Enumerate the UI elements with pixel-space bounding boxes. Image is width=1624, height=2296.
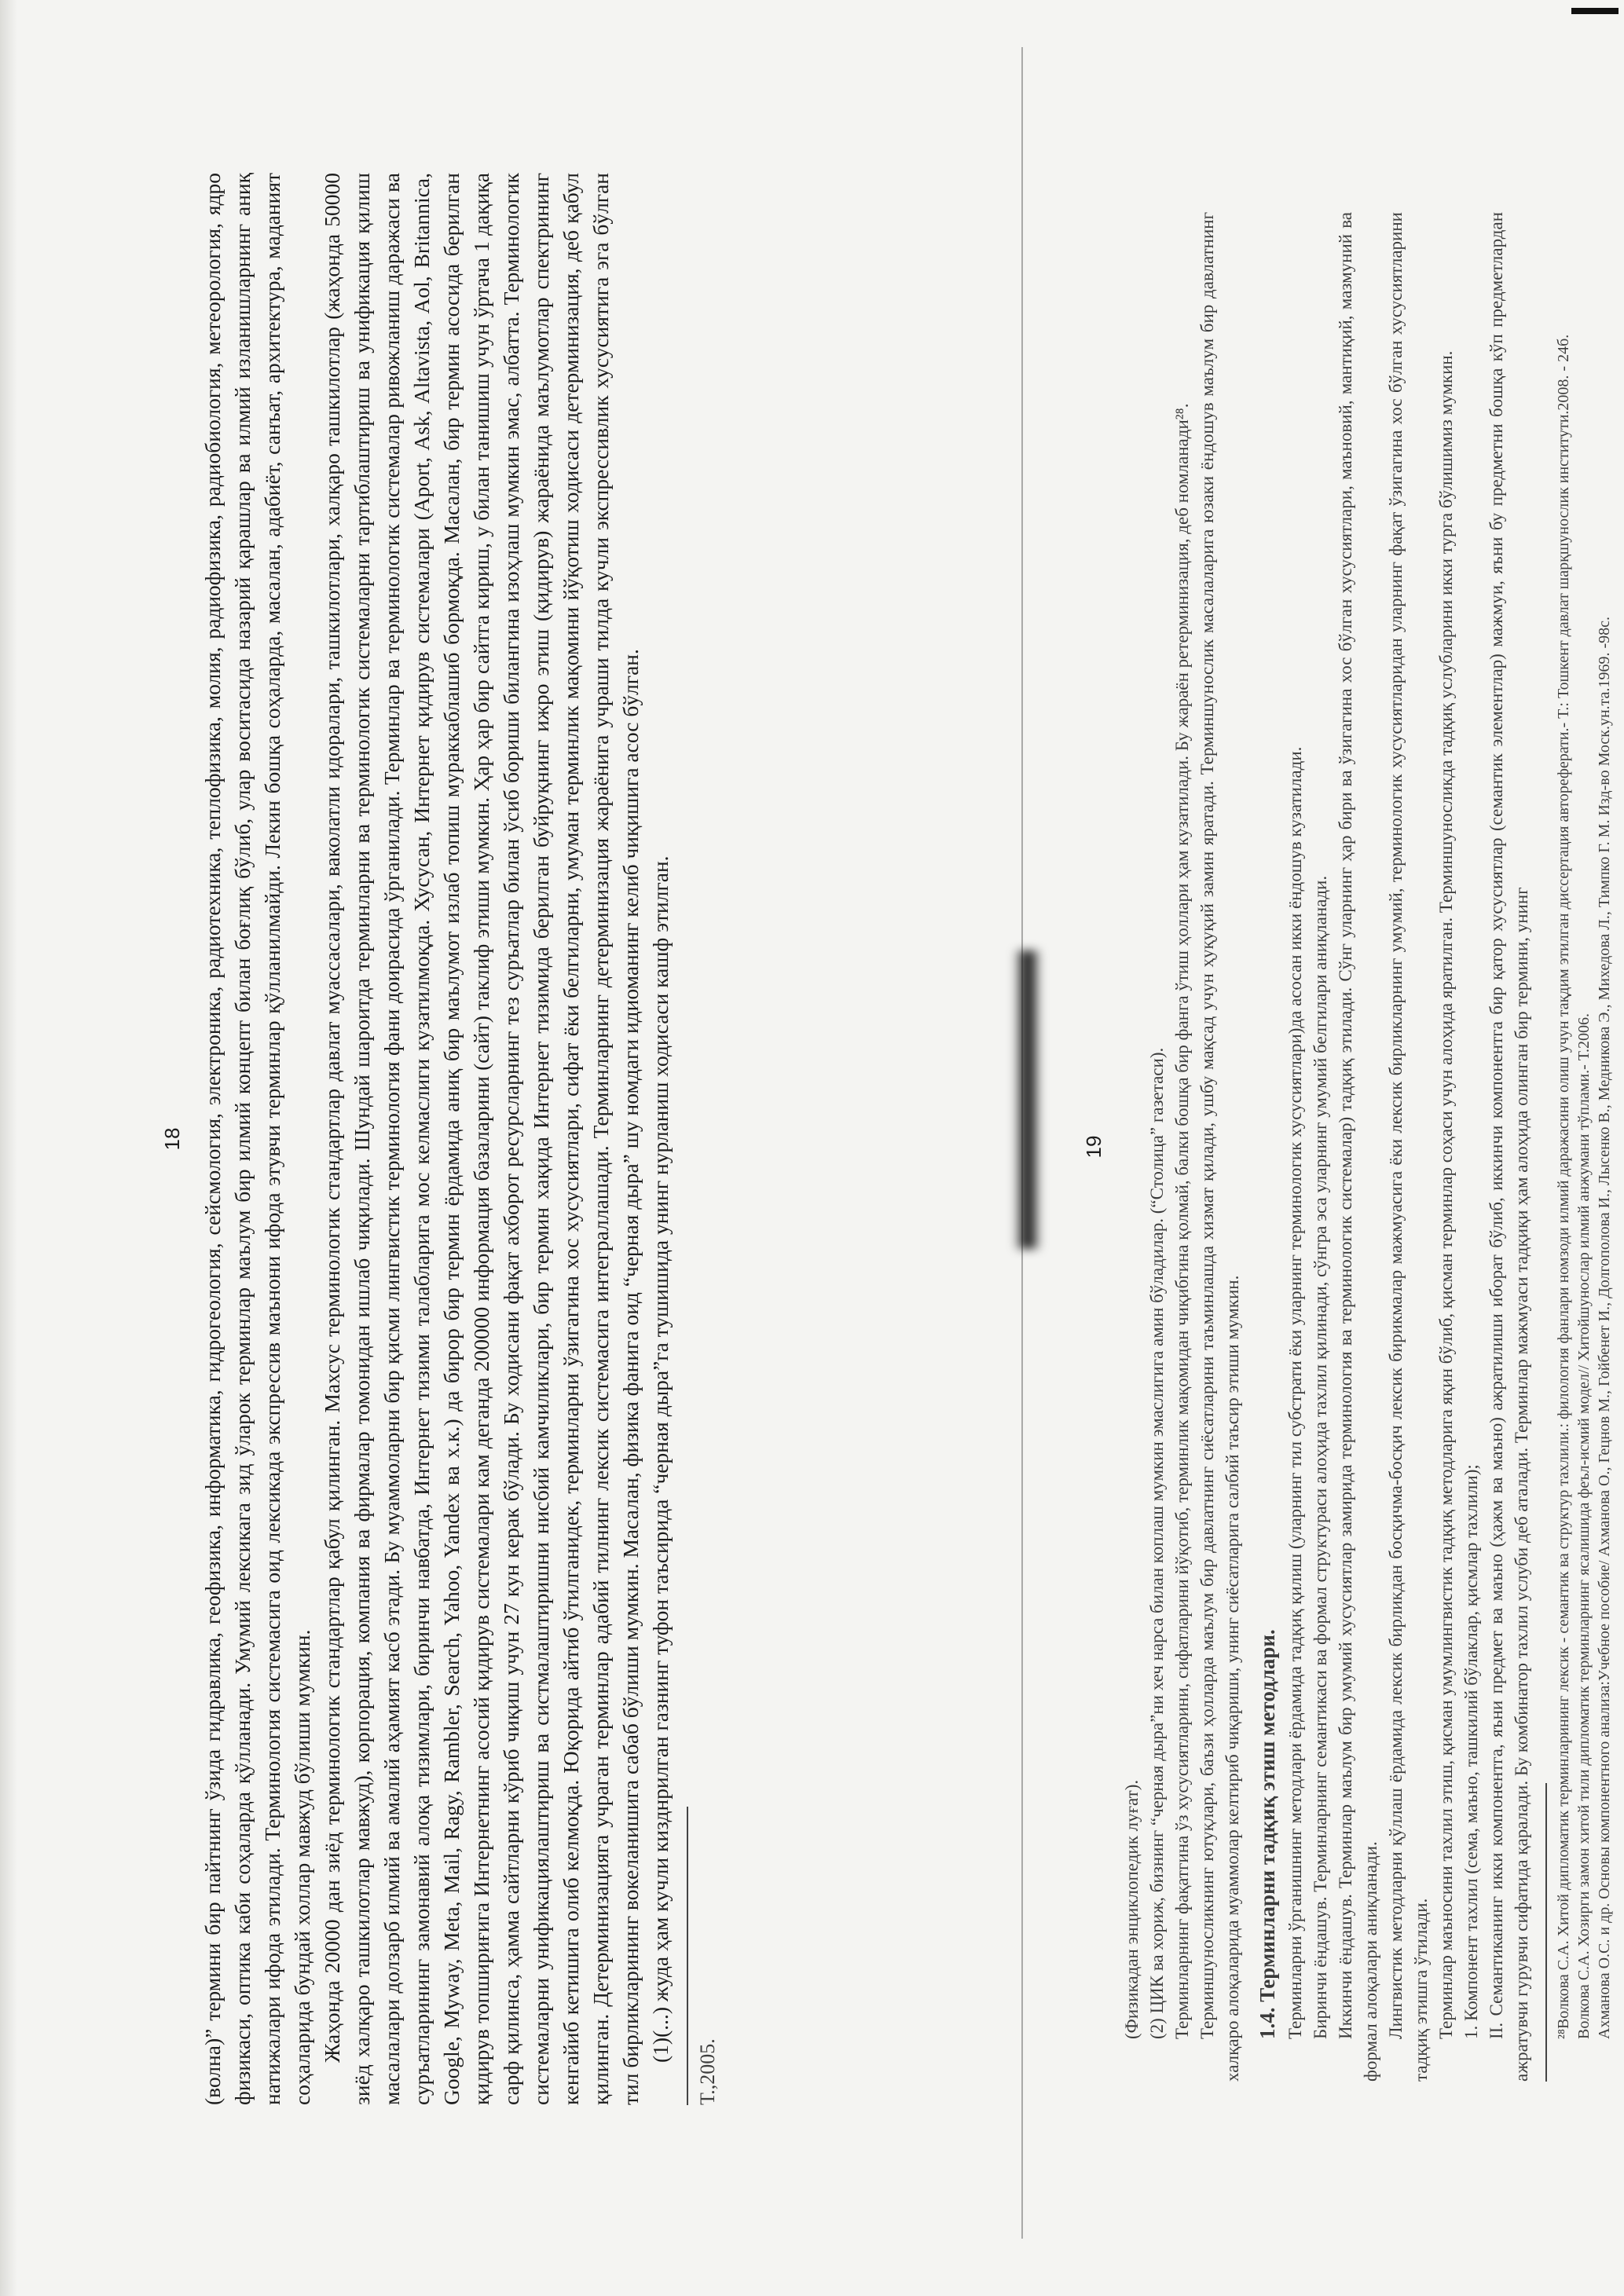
paragraph: Терминларнинг фақатгина ўз хусусиятларини, сифатларини йўқотиб, терминлик мақомидан чиқибгина қолмай, балки бошқа бир фанга ўтиш ҳоллари ҳам кузатилади. Бу жараён ретерминизация, деб номланади²⁸. bbox=[1172, 403, 1192, 2039]
footnote: ²⁸Волкова С.А. Хитой дипломатик терминларининг лексик - семантик ва структур тахлили.: филология фанлари номзоди илмий даражасини олиш учун тақдим этилган диссертация автореферати.- Т.: Тошкент давлат шарқшунослик институти.2008. - 24б. bbox=[1555, 334, 1572, 2039]
scan-edge-shadow bbox=[0, 0, 17, 2296]
paragraph: Терминларни ўрганишнинг методлари ёрдамида тадқиқ қилиш (уларнинг тил субстрати ёки уларнинг терминологик хусусиятлари)да асосан икки ёндошув кузатилади. bbox=[1285, 746, 1305, 2039]
footnote: Т.,2005. bbox=[696, 2038, 719, 2105]
paragraph: II. Семантиканинг икки компонентга, яъни предмет ва маъно (ҳажм ва маъно) ажратилиши иборат бўлиб, иккинчи компонентга бир қатор хусусиятлар (семантик элементлар) мажмуи, яъни бу предметни бошқа кўп предметлардан ажратувчи гурувчи сифатида қаралади. Бу комбинатор тахлил услуби деб аталади. Терминлар мажмуаси тадқиқи ҳам алоҳида олинган бир термини, унинг bbox=[1487, 212, 1531, 2082]
paragraph: (Физикадан энциклопедик луғат). bbox=[1122, 1779, 1142, 2039]
paragraph: Биринчи ёндашув. Терминларнинг семантикаси ва формал структураси алоҳида тахлил қилинади, сўнгра эса уларнинг умумий белгилари аниқланади. bbox=[1311, 875, 1330, 2039]
page-19 bbox=[1082, 212, 1613, 2082]
paragraph: (волна)” термини бир пайтнинг ўзида гидравлика, геофизика, информатика, гидрогеология, сейсмология, электроника, радиотехника, теплофизика, молия, радиофизика, радиобиология, метеорология, ядро физикаси, оптика каби соҳаларда қўлланади. Умумий лексикага зид ўларок терминлар маълум бир илмий концепт билан боғлиқ бўлиб, улар воситасида назарий қарашлар ва илмий изланишларнинг аниқ натижалари ифода этилади. Терминология системасига оид лексикада экспрессив маънони ифода этувчи терминлар қўлланилмайди. Лекин бошқа соҳаларда, масалан, адабиёт, санъат, архитектура, маданият соҳаларида бундай холлар мавжуд бўлиши мумкин. bbox=[200, 173, 314, 2105]
footnote: Ахманова О.С. и др. Основы компонентного анализа:Учебное пособие/ Ахманова О., Гецнов М., Гойбенет И., Долгополова И., Лысенко В., Медникова Э., Михедова Л., Тимпко Г. М. Изд-во Моск.ун.та.1969. -98с. bbox=[1596, 616, 1613, 2039]
paragraph: Лингвистик методларни қўллаш ёрдамида лексик бирликдан босқичма-босқич лексик бирикмалар мажмуасига ёки лексик бирликларнинг умумий, терминологик хусусиятларидан уларнинг фақат ўзигагина хос бўлган хусусиятларини тадқиқ этишга ўтилади. bbox=[1386, 212, 1431, 2082]
scan-artifact-bar bbox=[1571, 8, 1619, 14]
paragraph: (2) ЦИК ва хориж, бизнинг “черная дыра”ни хеч нарса билан коплаш мумкин эмаслигига амин бўладилар. (“Столица” газетаси). bbox=[1147, 1047, 1167, 2039]
footnote-divider bbox=[1545, 1783, 1547, 2082]
paragraph: Терминшуносликнинг ютуқлари, баъзи ҳолларда маълум бир давлатнинг сиёсатларини таъминлашда хизмат қилади, ушбу мақсад учун ҳуқуқий замин яратади. Терминшунослик масалаларига юзаки ёндошув маълум бир давлатнинг халқаро алоқаларида муаммолар келтириб чиқариши, унинг сиёсатларига салбий таъсир этиши мумкин. bbox=[1197, 212, 1242, 2082]
page-18 bbox=[160, 173, 1040, 2105]
page-number: 18 bbox=[160, 1127, 184, 1151]
section-heading: 1.4. Терминларни тадқиқ этиш методлари. bbox=[1256, 1629, 1279, 2039]
page-number: 19 bbox=[1082, 1135, 1105, 1159]
page-body bbox=[198, 173, 721, 2105]
paragraph: Иккинчи ёндашув. Терминлар маълум бир умумий хусусиятлар замирида терминология ва терминологик системалар) тадқиқ этилади. Сўнг уларнинг ҳар бири ва ўзигагина хос бўлган хусусиятлари, маъновий, мантиқий, мазмуний ва формал алоқалари аниқланади. bbox=[1336, 212, 1380, 2082]
footnote-divider bbox=[687, 1807, 688, 2105]
paragraph: (1)(...) жуда ҳам кучли кизднрилган газнинг туфон таъсирида “черная дыра”га тушишида унинг нурланиш ходисаси кашф этилган. bbox=[648, 855, 673, 2063]
paragraph: 1. Компонент тахлил (сема, маъно, ташкилий бўлаклар, қисмлар тахлили); bbox=[1461, 1464, 1481, 2039]
footnote: Волкова С.А. Хозирги замон хитой тили дипломатик терминларнинг ясалишида феъл-исмий модел// Хитойшунослар илмий анжумани тўплами.- Т.2006. bbox=[1575, 1013, 1593, 2039]
paragraph: Жаҳонда 20000 дан зиёд терминологик стандартлар қабул қилинган. Махсус терминологик стандартлар давлат муассасалари, ваколатли идоралари, ташкилотлари, халқаро ташкилотлар (жаҳонда 50000 зиёд халқаро ташкилотлар мавжуд), корпорация, компания ва фирмалар томонидан ишлаб чиқилади. Шундай шароитда терминларни ва терминологик системаларни тартиблаштириш ва унификация қилиш масалалари долзарб илмий ва амалий аҳамият касб этади. Бу муаммоларни бир қисми лингвистик терминология фани доирасида ўрганилади. Терминлар ва терминологик системалар ривожланиш даражаси ва суръатларининг замонавий алоқа тизимлари, биринчи навбатда, Интернет тизими талабларига мос келмаслиги кузатилмоқда. Хусусан, Интернет қидирув системалари (Aport, Ask, Altavista, Aol, Britannica, Google, Myway, Meta, Mail, Ragy, Rambler, Search, Yahoo, Yandex ва х.к.) да бирор бир термин ёрдамида аниқ бир маълумот излаб топиш мураккаблашиб бормоқда. Масалан, бир термин асосида берилган қидирув топшириғига Интернетнинг асосий қидирув системалари кам деганда 200000 информация базаларини (сайт) таклиф этиши мумкин. Ҳар ҳар бир сайтга кириш, у билан танишиш учун ўртача 1 дақиқа сарф қилинса, ҳамма сайтларни кўриб чиқиш учун 27 кун керак бўлади. Бу ходисани фақат ахборот ресурсларнинг тез суръатлар билан ўсиб бориши билангина изоҳлаш мумкин эмас, албатта. Терминологик системаларни унификациялаштириш ва систмалаштиришни нисбий камчиликлари, бир термин хақида Интернет тизимида берилган буйруқнинг ижро этиш (қидирув) жараёнида маълумотлар спектрининг кенгайиб кетишига олиб келмоқда. Юқорида айтиб ўтилганидек, терминларни ўзигагина хос хусусиятлари, сифат ёки белгиларни, умуман терминлик мақомини йўқотиш ходисаси детерминизация, деб қабул қилинган. Детерминизацияга учраган терминлар адабий тилнинг лексик системасига интеграллашади. Терминларнинг детерминизация жараёнига учраши тилда кучли экспрессивлик хусусиятига эга бўлган тил бирликларининг вокеланишига сабаб бўлиши мумкин. Масалан, физика фанига оид “черная дыра” шу номдаги идиоманинг келиб чиқишига асос бўлган. bbox=[320, 173, 643, 2105]
page-body bbox=[1120, 212, 1615, 2082]
paragraph: Терминлар маъносини тахлил этиш, қисман умумлингвистик тадқиқ методларига яқин бўлиб, қисман терминлар соҳаси учун алоҳида яратилган. Терминшуносликда тадқиқ услубларини икки турга бўлишимиз мумкин. bbox=[1436, 350, 1456, 2039]
